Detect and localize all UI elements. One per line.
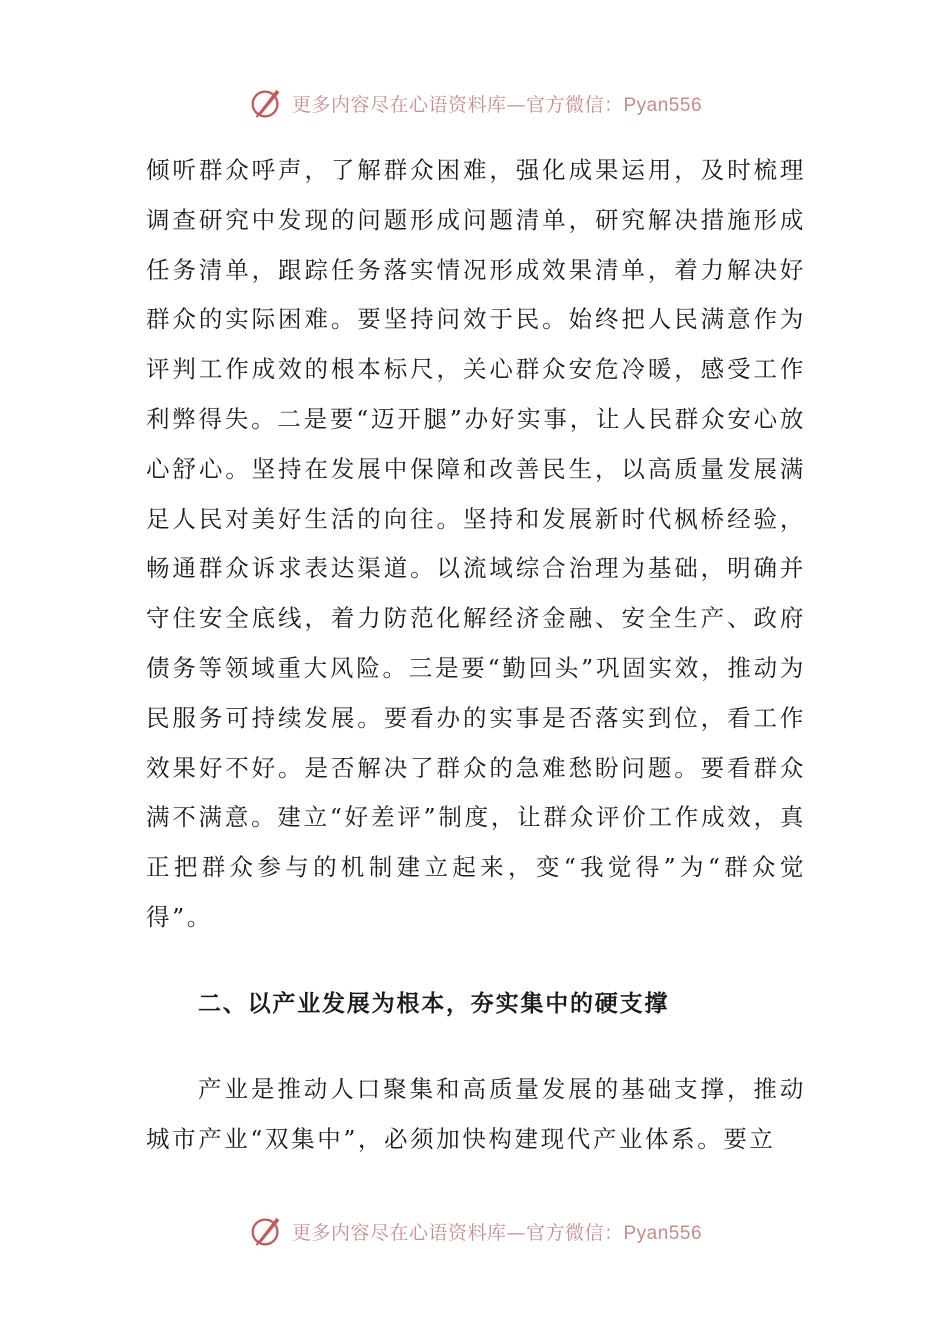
section-heading: 二、以产业发展为根本，夯实集中的硬支撑 xyxy=(198,990,670,1017)
quill-pen-circle-icon xyxy=(248,1212,286,1250)
wechat-id: Pyan556 xyxy=(623,94,703,116)
footer-banner xyxy=(0,1212,950,1250)
paragraph: 倾听群众呼声，了解群众困难，强化成果运用，及时梳理调查研究中发现的问题形成问题清单，研究解决措施形成任务清单，跟踪任务落实情况形成效果清单，着力解决好群众的实际困难。要坚持问效于民。始终把人民满意作为评判工作成效的根本标尺，关心群众安危冷暖，感受工作利弊得失。二是要“迈开腿”办好实事，让人民群众安心放心舒心。坚持在发展中保障和改善民生，以高质量发展满足人民对美好生活的向往。坚持和发展新时代枫桥经验，畅通群众诉求表达渠道。以流域综合治理为基础，明确并守住安全底线，着力防范化解经济金融、安全生产、政府债务等领域重大风险。三是要“勤回头”巩固实效，推动为民服务可持续发展。要看办的实事是否落实到位，看工作效果好不好。是否解决了群众的急难愁盼问题。要看群众满不满意。建立“好差评”制度，让群众评价工作成效，真正把群众参与的机制建立起来，变“我觉得”为“群众觉得”。 xyxy=(146,156,806,931)
paragraph: 产业是推动人口聚集和高质量发展的基础支撑，推动城市产业“双集中”，必须加快构建现代产业体系。要立 xyxy=(146,1074,806,1153)
banner-text xyxy=(292,90,702,117)
banner-text xyxy=(292,1218,702,1245)
document-body xyxy=(146,146,806,1164)
banner-caption: 更多内容尽在心语资料库—官方微信： xyxy=(291,93,624,116)
header-banner xyxy=(0,84,950,122)
banner-caption: 更多内容尽在心语资料库—官方微信： xyxy=(291,1221,624,1244)
quill-pen-circle-icon xyxy=(248,84,286,122)
wechat-id: Pyan556 xyxy=(623,1222,703,1244)
